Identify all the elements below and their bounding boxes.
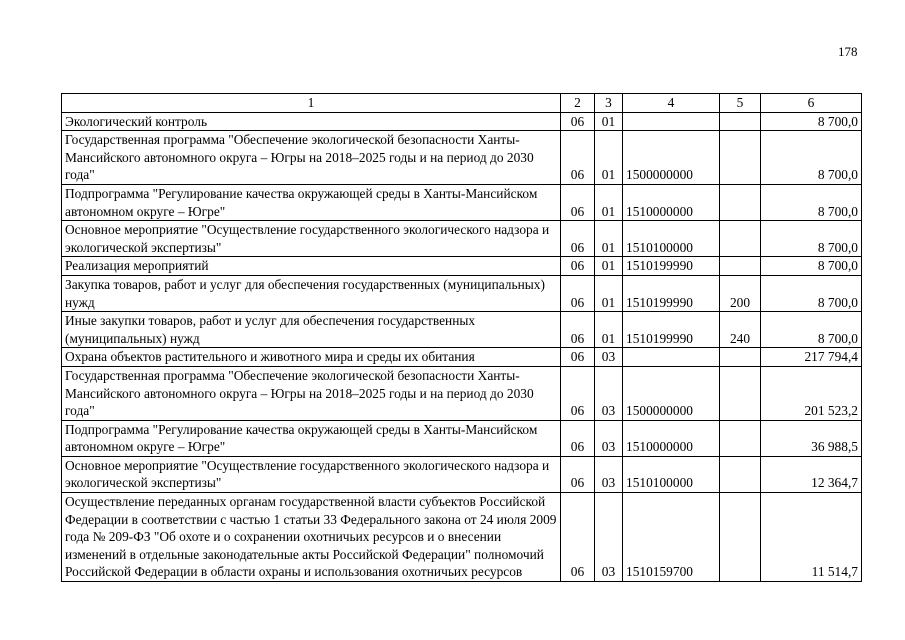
row-name: Осуществление переданных органам государственной власти субъектов Российской Федерации в соответствии с частью 1 статьи 33 Федерального закона от 24 июля 2009 года № 209-ФЗ "Об охоте и о сохранении охотничьих ресурсов и о внесении изменений в отдельные законодательные акты Российской Федерации" полномочий Российской Федерации в области охраны и использования охотничьих ресурсов — [62, 493, 561, 582]
column-header-2: 2 — [561, 94, 595, 113]
amount-value: 8 700,0 — [761, 221, 862, 257]
target-article-code: 1510199990 — [623, 312, 720, 348]
expense-type-code — [720, 366, 761, 420]
row-name: Подпрограмма "Регулирование качества окружающей среды в Ханты-Мансийском автономном округе – Югре" — [62, 420, 561, 456]
column-header-3: 3 — [595, 94, 623, 113]
budget-table — [61, 93, 862, 582]
expense-type-code — [720, 420, 761, 456]
expense-type-code — [720, 221, 761, 257]
subsection-code: 03 — [595, 456, 623, 492]
section-code: 06 — [561, 184, 595, 220]
subsection-code: 01 — [595, 275, 623, 311]
table-row — [62, 456, 862, 492]
row-name: Государственная программа "Обеспечение экологической безопасности Ханты-Мансийского автономного округа – Югры на 2018–2025 годы и на период до 2030 года" — [62, 366, 561, 420]
table-row — [62, 131, 862, 185]
table-row — [62, 420, 862, 456]
expense-type-code — [720, 257, 761, 276]
section-code: 06 — [561, 493, 595, 582]
section-code: 06 — [561, 221, 595, 257]
row-name: Государственная программа "Обеспечение экологической безопасности Ханты-Мансийского автономного округа – Югры на 2018–2025 годы и на период до 2030 года" — [62, 131, 561, 185]
expense-type-code — [720, 184, 761, 220]
expense-type-code — [720, 131, 761, 185]
table-row — [62, 493, 862, 582]
amount-value: 11 514,7 — [761, 493, 862, 582]
section-code: 06 — [561, 112, 595, 131]
table-row — [62, 366, 862, 420]
subsection-code: 01 — [595, 131, 623, 185]
amount-value: 201 523,2 — [761, 366, 862, 420]
subsection-code: 01 — [595, 257, 623, 276]
amount-value: 8 700,0 — [761, 257, 862, 276]
column-header-1: 1 — [62, 94, 561, 113]
subsection-code: 01 — [595, 184, 623, 220]
table-row — [62, 312, 862, 348]
section-code: 06 — [561, 456, 595, 492]
target-article-code: 1510000000 — [623, 420, 720, 456]
subsection-code: 03 — [595, 348, 623, 367]
table-row — [62, 112, 862, 131]
subsection-code: 01 — [595, 221, 623, 257]
amount-value: 36 988,5 — [761, 420, 862, 456]
target-article-code: 1500000000 — [623, 366, 720, 420]
section-code: 06 — [561, 312, 595, 348]
section-code: 06 — [561, 131, 595, 185]
target-article-code: 1510199990 — [623, 275, 720, 311]
section-code: 06 — [561, 348, 595, 367]
header-row — [62, 94, 862, 113]
column-header-6: 6 — [761, 94, 862, 113]
target-article-code: 1510100000 — [623, 456, 720, 492]
table-row — [62, 184, 862, 220]
row-name: Закупка товаров, работ и услуг для обеспечения государственных (муниципальных) нужд — [62, 275, 561, 311]
amount-value: 8 700,0 — [761, 275, 862, 311]
subsection-code: 03 — [595, 366, 623, 420]
row-name: Экологический контроль — [62, 112, 561, 131]
row-name: Основное мероприятие "Осуществление государственного экологического надзора и экологической экспертизы" — [62, 456, 561, 492]
amount-value: 12 364,7 — [761, 456, 862, 492]
subsection-code: 03 — [595, 493, 623, 582]
section-code: 06 — [561, 366, 595, 420]
table-row — [62, 221, 862, 257]
target-article-code: 1510100000 — [623, 221, 720, 257]
column-header-5: 5 — [720, 94, 761, 113]
section-code: 06 — [561, 420, 595, 456]
expense-type-code: 240 — [720, 312, 761, 348]
expense-type-code: 200 — [720, 275, 761, 311]
amount-value: 8 700,0 — [761, 131, 862, 185]
table-row — [62, 348, 862, 367]
target-article-code: 1500000000 — [623, 131, 720, 185]
table-row — [62, 275, 862, 311]
table-row — [62, 257, 862, 276]
section-code: 06 — [561, 275, 595, 311]
section-code: 06 — [561, 257, 595, 276]
row-name: Реализация мероприятий — [62, 257, 561, 276]
expense-type-code — [720, 493, 761, 582]
target-article-code — [623, 112, 720, 131]
amount-value: 217 794,4 — [761, 348, 862, 367]
subsection-code: 03 — [595, 420, 623, 456]
amount-value: 8 700,0 — [761, 112, 862, 131]
amount-value: 8 700,0 — [761, 312, 862, 348]
subsection-code: 01 — [595, 312, 623, 348]
target-article-code — [623, 348, 720, 367]
amount-value: 8 700,0 — [761, 184, 862, 220]
expense-type-code — [720, 456, 761, 492]
row-name: Подпрограмма "Регулирование качества окружающей среды в Ханты-Мансийском автономном округе – Югре" — [62, 184, 561, 220]
expense-type-code — [720, 348, 761, 367]
target-article-code: 1510159700 — [623, 493, 720, 582]
row-name: Иные закупки товаров, работ и услуг для обеспечения государственных (муниципальных) нужд — [62, 312, 561, 348]
target-article-code: 1510000000 — [623, 184, 720, 220]
target-article-code: 1510199990 — [623, 257, 720, 276]
row-name: Охрана объектов растительного и животного мира и среды их обитания — [62, 348, 561, 367]
row-name: Основное мероприятие "Осуществление государственного экологического надзора и экологической экспертизы" — [62, 221, 561, 257]
expense-type-code — [720, 112, 761, 131]
subsection-code: 01 — [595, 112, 623, 131]
column-header-4: 4 — [623, 94, 720, 113]
page-number: 178 — [838, 44, 858, 59]
